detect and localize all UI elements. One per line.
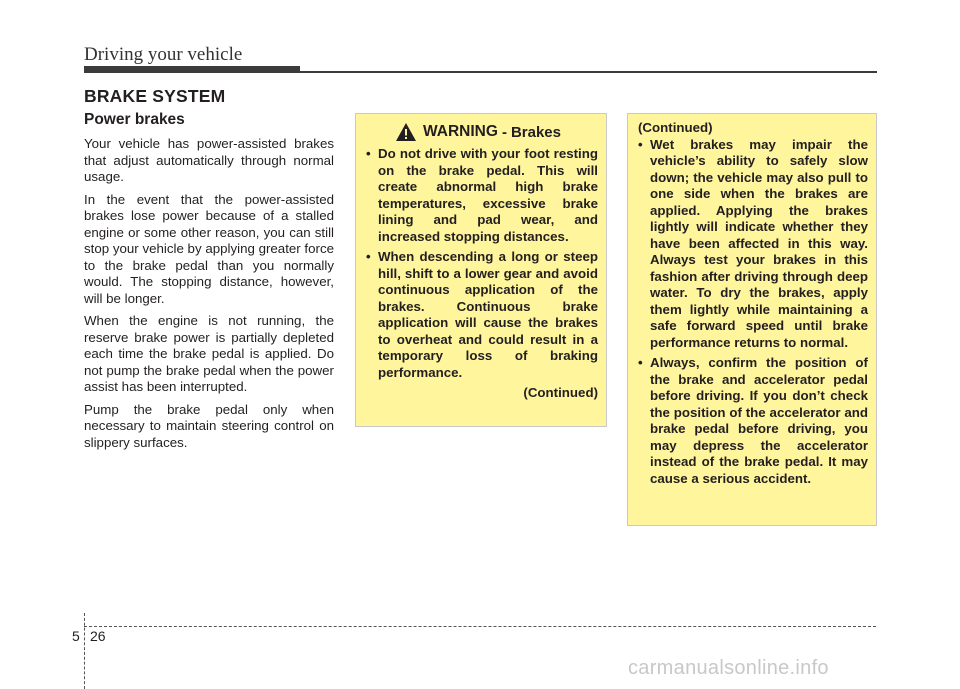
- list-item-text: Do not drive with your foot resting on the brake pedal. This will create abnormal high brake temperatures, excessive brake lining and pad wear, and increased stopping distances.: [378, 146, 598, 244]
- paragraph: Your vehicle has power-assisted brakes that adjust automatically through normal usage.: [84, 136, 334, 184]
- list-item-text: Wet brakes may impair the vehicle’s ability to safely slow down; the vehicle may also pull to one side when the brakes are applied. Applying the brakes lightly will indicate whether they have been affected in this way. Always test your brakes in this fashion after driving through deep water. To dry the brakes, apply them lightly while maintaining a safe forward speed until brake performance returns to normal.: [650, 136, 868, 350]
- warning-triangle-icon: [395, 122, 417, 142]
- paragraph: When the engine is not running, the reserve brake power is partially depleted each time the brake pedal is applied. Do not pump the brake pedal when the power assist has been interrupted.: [84, 313, 334, 394]
- watermark: carmanualsonline.info: [628, 657, 829, 679]
- warning-word: WARNING: [423, 123, 498, 140]
- warning-header: [358, 122, 598, 142]
- section-title: BRAKE SYSTEM: [84, 86, 226, 106]
- list-item-text: Always, confirm the position of the brake and accelerator pedal before driving. If you don’t check the position of the accelerator and brake pedal before driving, you may depress the accelerator instead of the brake pedal. It may cause a serious accident.: [650, 355, 868, 486]
- bullet: •: [366, 146, 371, 161]
- header-title: Driving your vehicle: [84, 44, 243, 65]
- subheading: Power brakes: [84, 111, 185, 128]
- header-rule-thin: [84, 71, 877, 73]
- list-item: [366, 146, 598, 245]
- continued-list: [638, 137, 868, 488]
- footer-vertical-rule: [84, 613, 85, 689]
- continued-note: (Continued): [523, 385, 598, 400]
- list-item: [638, 137, 868, 352]
- list-item: [366, 249, 598, 381]
- list-item: [638, 355, 868, 487]
- warning-separator: -: [501, 123, 507, 141]
- bullet: •: [366, 249, 371, 264]
- paragraph: Pump the brake pedal only when necessary to maintain steering control on slippery surfaces.: [84, 401, 334, 450]
- bullet: •: [638, 355, 643, 370]
- continued-box: [627, 113, 877, 526]
- page-number: 26: [90, 628, 106, 644]
- continued-label: (Continued): [638, 120, 713, 135]
- list-item-text: When descending a long or steep hill, shift to a lower gear and avoid continuous application of the brakes. Continuous brake application will cause the brakes to overheat and could result in a temporary loss of braking performance.: [378, 249, 598, 380]
- warning-list: [366, 146, 598, 381]
- warning-box: [355, 113, 607, 427]
- paragraph: In the event that the power-assisted brakes lose power because of a stalled engine or some other reason, you can still stop your vehicle by applying greater force to the brake pedal than you normally would. The stopping distance, however, will be longer.: [84, 191, 334, 306]
- chapter-number: 5: [72, 628, 80, 644]
- body-text: [84, 136, 334, 457]
- bullet: •: [638, 136, 643, 152]
- footer-rule: [84, 626, 876, 627]
- warning-topic: Brakes: [510, 123, 561, 141]
